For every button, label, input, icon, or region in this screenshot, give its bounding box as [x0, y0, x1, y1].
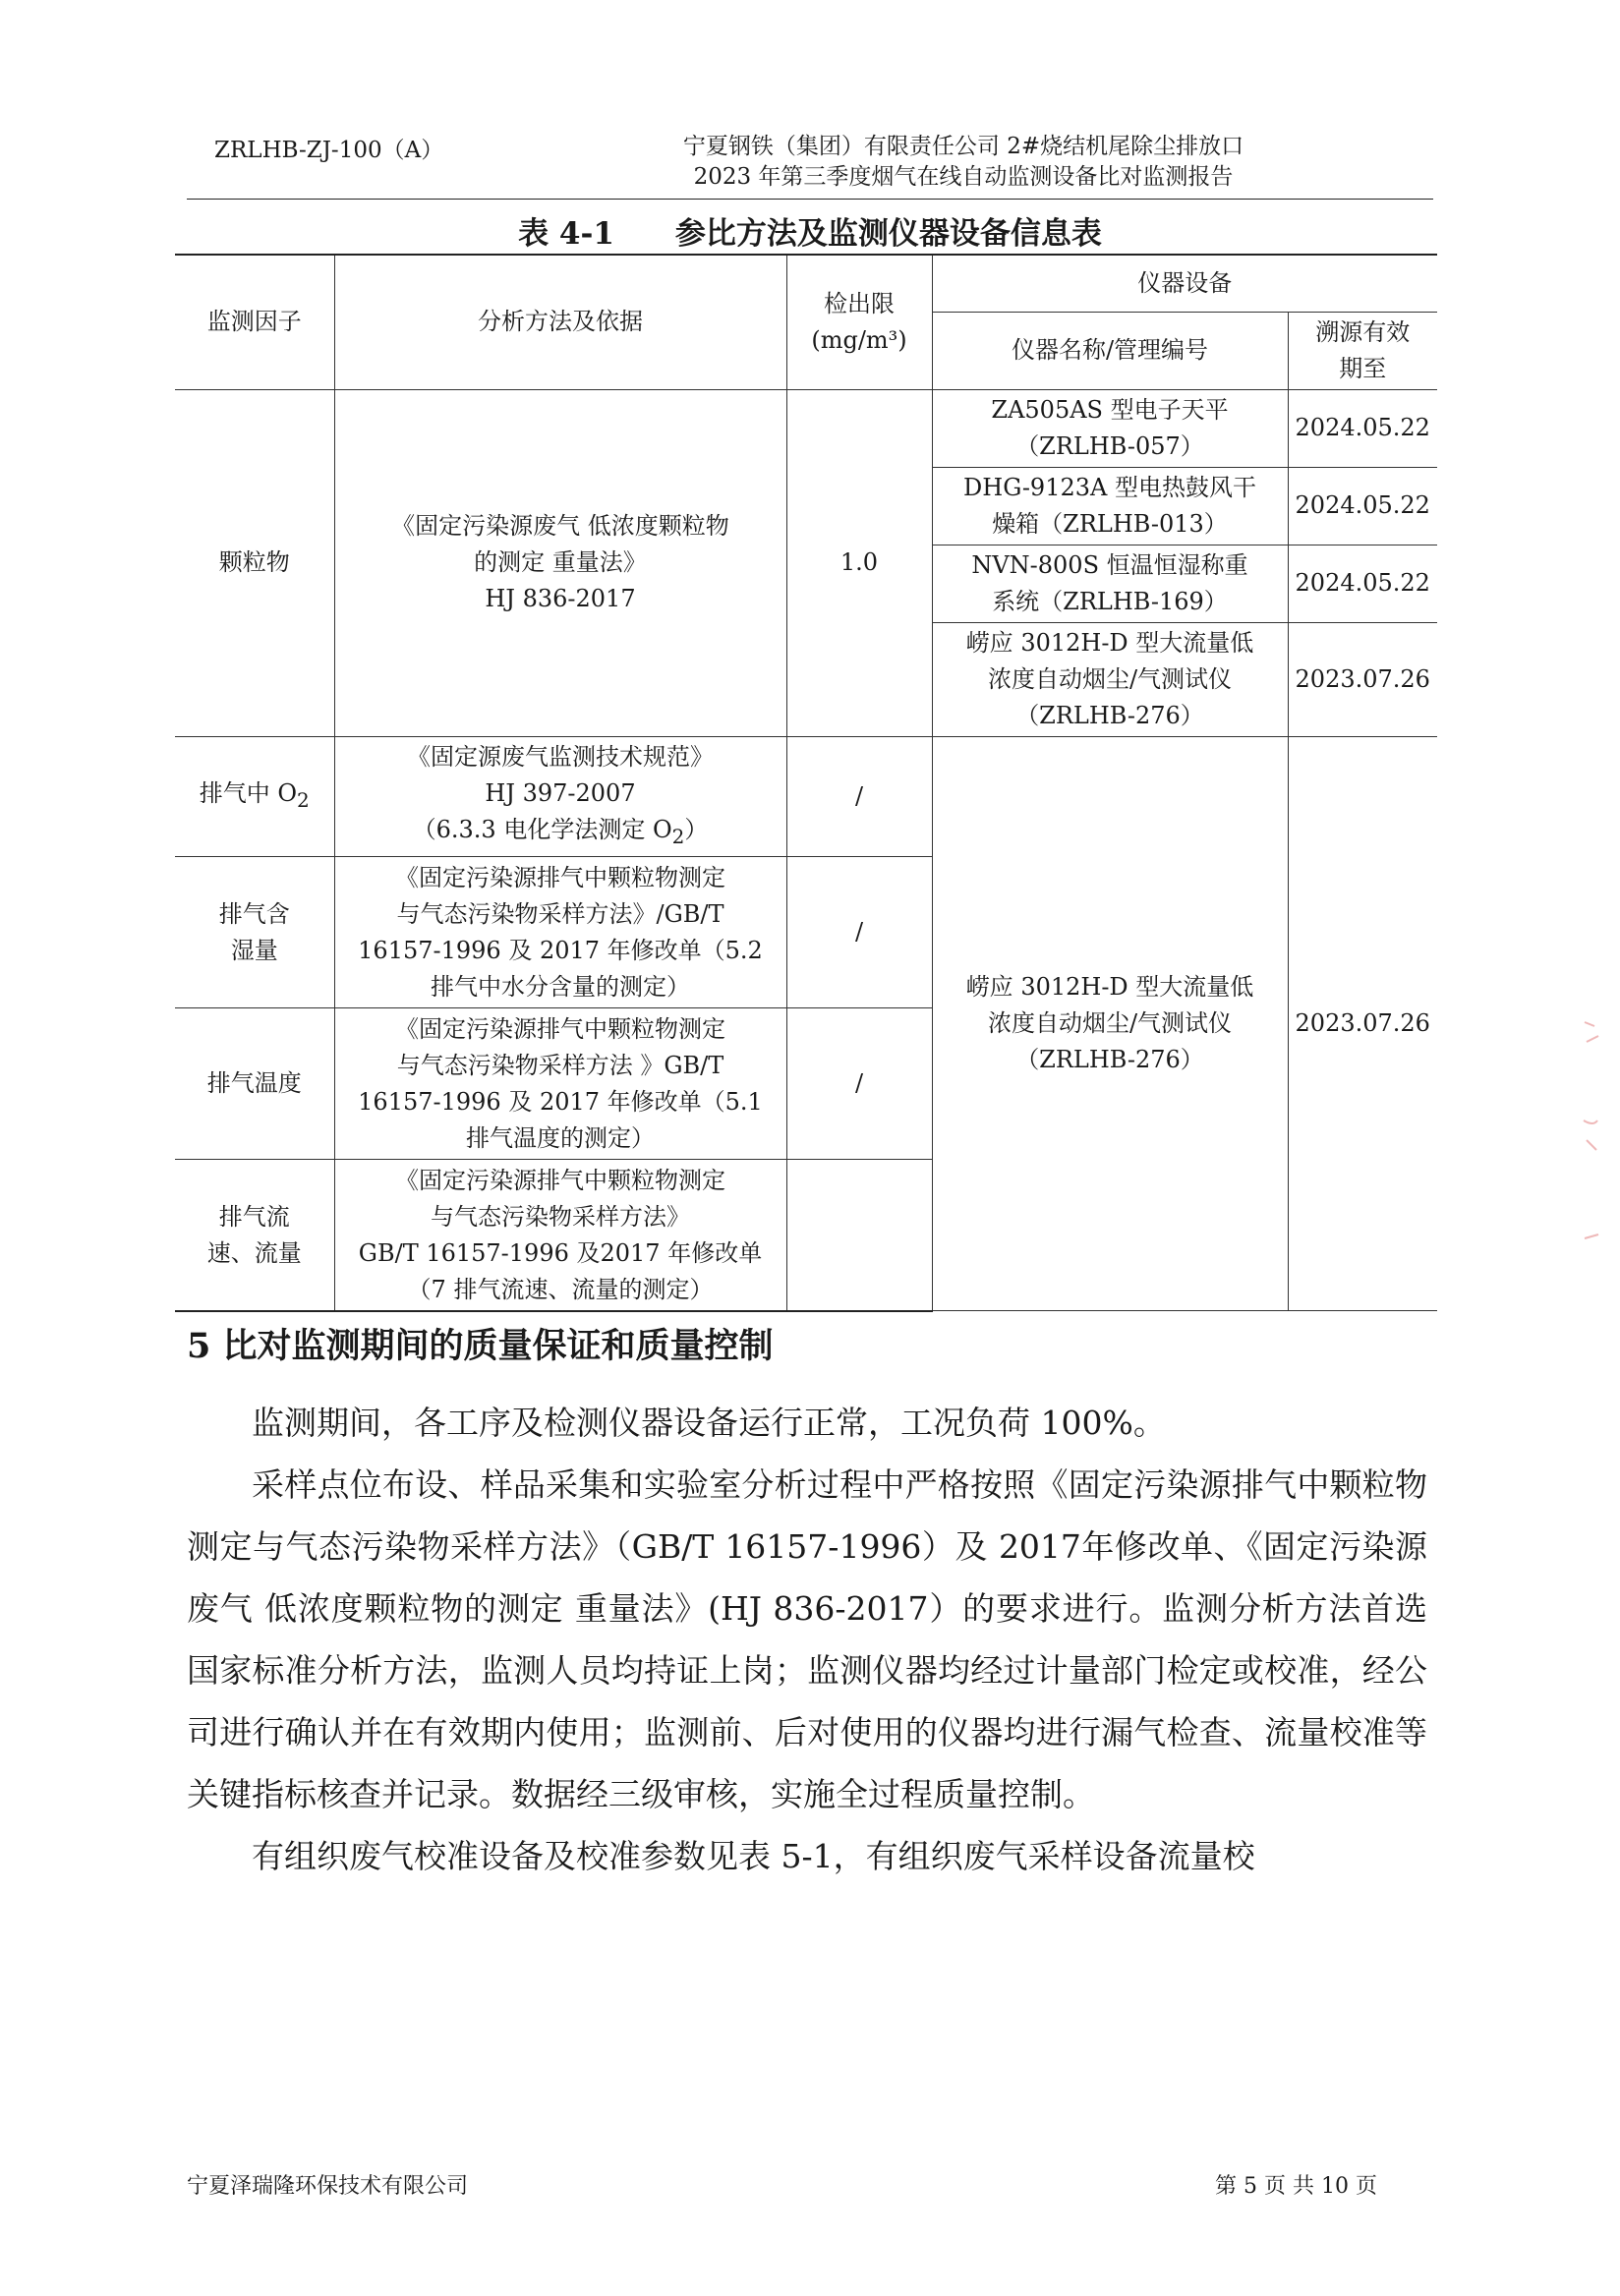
valid-date-cell: 2024.05.22 [1288, 389, 1437, 467]
footer-company: 宁夏泽瑞隆环保技术有限公司 [187, 2174, 469, 2199]
table-row [175, 736, 1437, 857]
header-divider [187, 199, 1433, 200]
shared-valid-date-cell: 2023.07.26 [1288, 736, 1437, 1311]
limit-cell [786, 1160, 932, 1311]
factor-cell: 排气含 湿量 [175, 857, 334, 1008]
method-o2-line2: HJ 397-2007 [485, 778, 636, 807]
method-o2-line1: 《固定源废气监测技术规范》 [407, 742, 714, 771]
section-body [187, 1392, 1427, 1887]
header-detection-limit: 检出限 (mg/m³) [786, 255, 932, 389]
method-cell: 《固定污染源排气中颗粒物测定 与气态污染物采样方法》/GB/T 16157-1996 及 2017 年修改单（5.2 排气中水分含量的测定） [334, 857, 786, 1008]
method-cell [334, 736, 786, 857]
report-title-line1: 宁夏钢铁（集团）有限责任公司 2#烧结机尾除尘排放口 [682, 134, 1244, 159]
factor-cell: 排气温度 [175, 1008, 334, 1160]
section-heading: 5 比对监测期间的质量保证和质量控制 [187, 1326, 774, 1366]
method-o2-line3: （6.3.3 电化学法测定 $O_2$） [412, 815, 709, 848]
valid-date-cell: 2024.05.22 [1288, 467, 1437, 545]
limit-cell: / [786, 736, 932, 857]
factor-o2-subscript: 2 [297, 787, 310, 812]
limit-cell: / [786, 1008, 932, 1160]
instrument-name-cell: 崂应 3012H-D 型大流量低 浓度自动烟尘/气测试仪 （ZRLHB-276） [932, 622, 1288, 736]
paragraph: 采样点位布设、样品采集和实验室分析过程中严格按照《固定污染源排气中颗粒物测定与气态污染物采样方法》（GB/T 16157-1996）及 2017年修改单、《固定污染源废气 低浓度颗粒物的测定 重量法》(HJ 836-2017）的要求进行。监测分析方法首选国家标准分析方法，监测人员均持证上岗；监测仪器均经过计量部门检定或校准，经公司进行确认并在有效期内使用；监测前、后对使用的仪器均进行漏气检查、流量校准等关键指标核查并记录。数据经三级审核，实施全过程质量控制。 [187, 1465, 1427, 1813]
table-title: 表 4-1 参比方法及监测仪器设备信息表 [518, 216, 1102, 252]
paragraph: 监测期间，各工序及检测仪器设备运行正常，工况负荷 100%。 [252, 1404, 1166, 1442]
valid-date-cell: 2024.05.22 [1288, 545, 1437, 622]
instrument-name-cell: DHG-9123A 型电热鼓风干 燥箱（ZRLHB-013） [932, 467, 1288, 545]
limit-cell: 1.0 [786, 389, 932, 736]
factor-o2-prefix: 排气中 O [199, 778, 298, 807]
paragraph: 有组织废气校准设备及校准参数见表 5-1，有组织废气采样设备流量校 [252, 1837, 1255, 1875]
shared-instrument-name-cell: 崂应 3012H-D 型大流量低 浓度自动烟尘/气测试仪 （ZRLHB-276） [932, 736, 1288, 1311]
report-title-line2: 2023 年第三季度烟气在线自动监测设备比对监测报告 [693, 164, 1234, 190]
instrument-name-cell: ZA505AS 型电子天平 （ZRLHB-057） [932, 389, 1288, 467]
valid-date-cell: 2023.07.26 [1288, 622, 1437, 736]
document-code: ZRLHB-ZJ-100（A） [214, 138, 444, 163]
header-factor: 监测因子 [175, 255, 334, 389]
method-cell: 《固定污染源排气中颗粒物测定 与气态污染物采样方法》 GB/T 16157-1996 及2017 年修改单 （7 排气流速、流量的测定） [334, 1160, 786, 1311]
header-valid-until: 溯源有效 期至 [1288, 312, 1437, 389]
footer-page-number: 第 5 页 共 10 页 [1215, 2174, 1377, 2199]
factor-cell [175, 736, 334, 857]
edge-stamp-marks [1579, 1003, 1608, 1258]
header-equipment-name: 仪器名称/管理编号 [932, 312, 1288, 389]
table-row [175, 389, 1437, 467]
header-method: 分析方法及依据 [334, 255, 786, 389]
factor-cell: 颗粒物 [175, 389, 334, 736]
limit-cell: / [786, 857, 932, 1008]
factor-cell: 排气流 速、流量 [175, 1160, 334, 1311]
method-cell: 《固定污染源排气中颗粒物测定 与气态污染物采样方法 》GB/T 16157-1996 及 2017 年修改单（5.1 排气温度的测定） [334, 1008, 786, 1160]
equipment-info-table [175, 254, 1437, 1312]
method-cell: 《固定污染源废气 低浓度颗粒物 的测定 重量法》 HJ 836-2017 [334, 389, 786, 736]
instrument-name-cell: NVN-800S 恒温恒湿称重 系统（ZRLHB-169） [932, 545, 1288, 622]
header-equipment: 仪器设备 [932, 255, 1437, 312]
